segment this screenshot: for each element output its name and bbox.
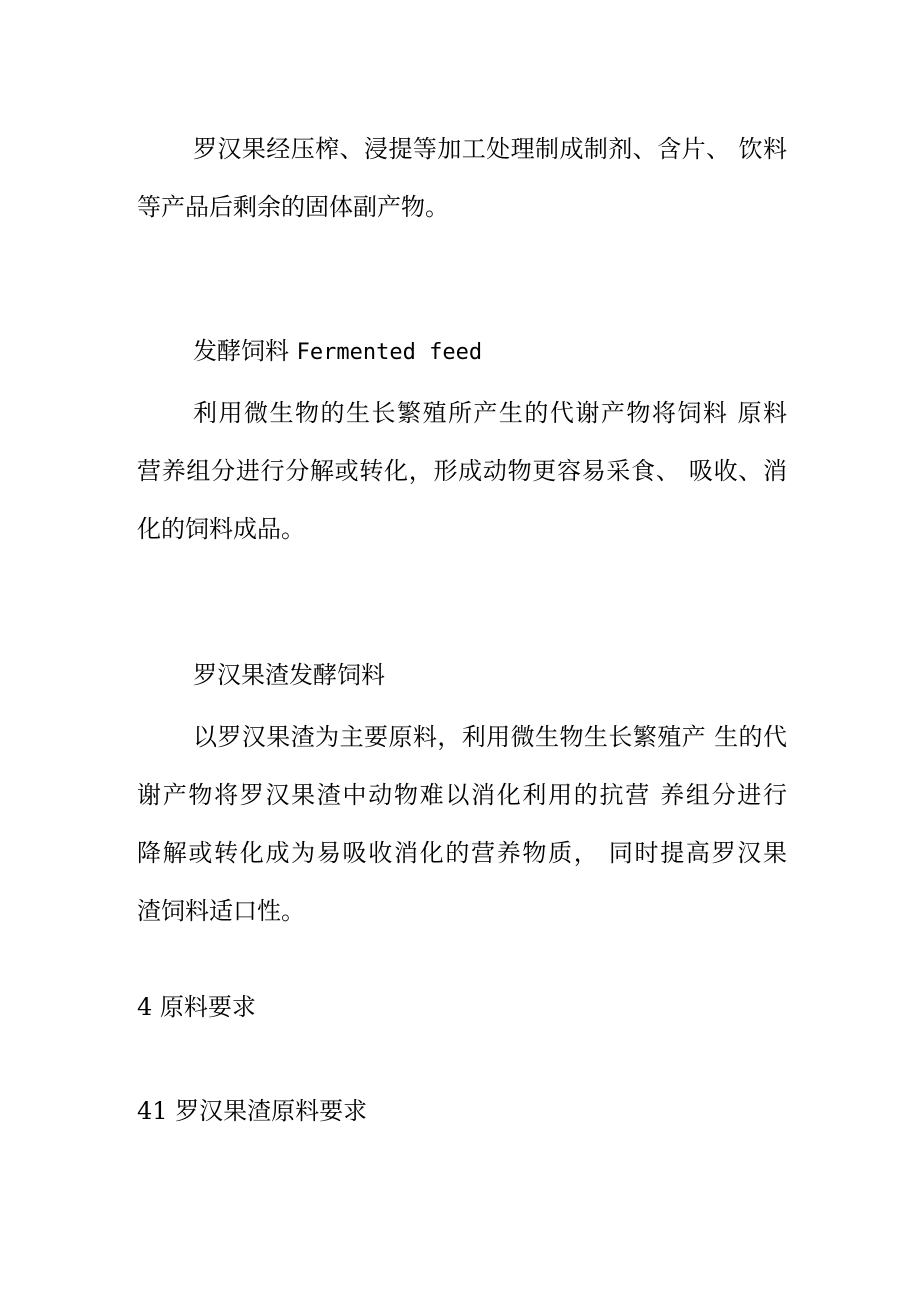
term-fermented-feed xyxy=(193,335,787,369)
term-en: Fermented feed xyxy=(296,340,483,365)
luohanguo-def-line-4: 渣饲料适口性。 xyxy=(137,897,305,925)
definition-line-1: 罗汉果经压榨、浸提等加工处理制成制剂、含片、 饮料 xyxy=(193,135,787,163)
luohanguo-def-line-3: 降解或转化成为易吸收消化的营养物质， 同时提高罗汉果 xyxy=(137,839,787,867)
fermented-feed-def-line-3: 化的饲料成品。 xyxy=(137,515,305,543)
section-heading-4-1: 41 罗汉果渣原料要求 xyxy=(137,1097,368,1125)
fermented-feed-def-line-1: 利用微生物的生长繁殖所产生的代谢产物将饲料 原料 xyxy=(193,399,787,427)
term-cn: 发酵饲料 xyxy=(193,337,289,365)
fermented-feed-def-line-2: 营养组分进行分解或转化，形成动物更容易采食、 吸收、消 xyxy=(137,457,787,485)
section-heading-4: 4 原料要求 xyxy=(137,993,256,1021)
luohanguo-def-line-1: 以罗汉果渣为主要原料，利用微生物生长繁殖产 生的代 xyxy=(193,723,787,751)
luohanguo-def-line-2: 谢产物将罗汉果渣中动物难以消化利用的抗营 养组分进行 xyxy=(137,781,787,809)
term-luohanguo-fermented-feed: 罗汉果渣发酵饲料 xyxy=(193,661,385,689)
definition-line-2: 等产品后剩余的固体副产物。 xyxy=(137,193,449,221)
